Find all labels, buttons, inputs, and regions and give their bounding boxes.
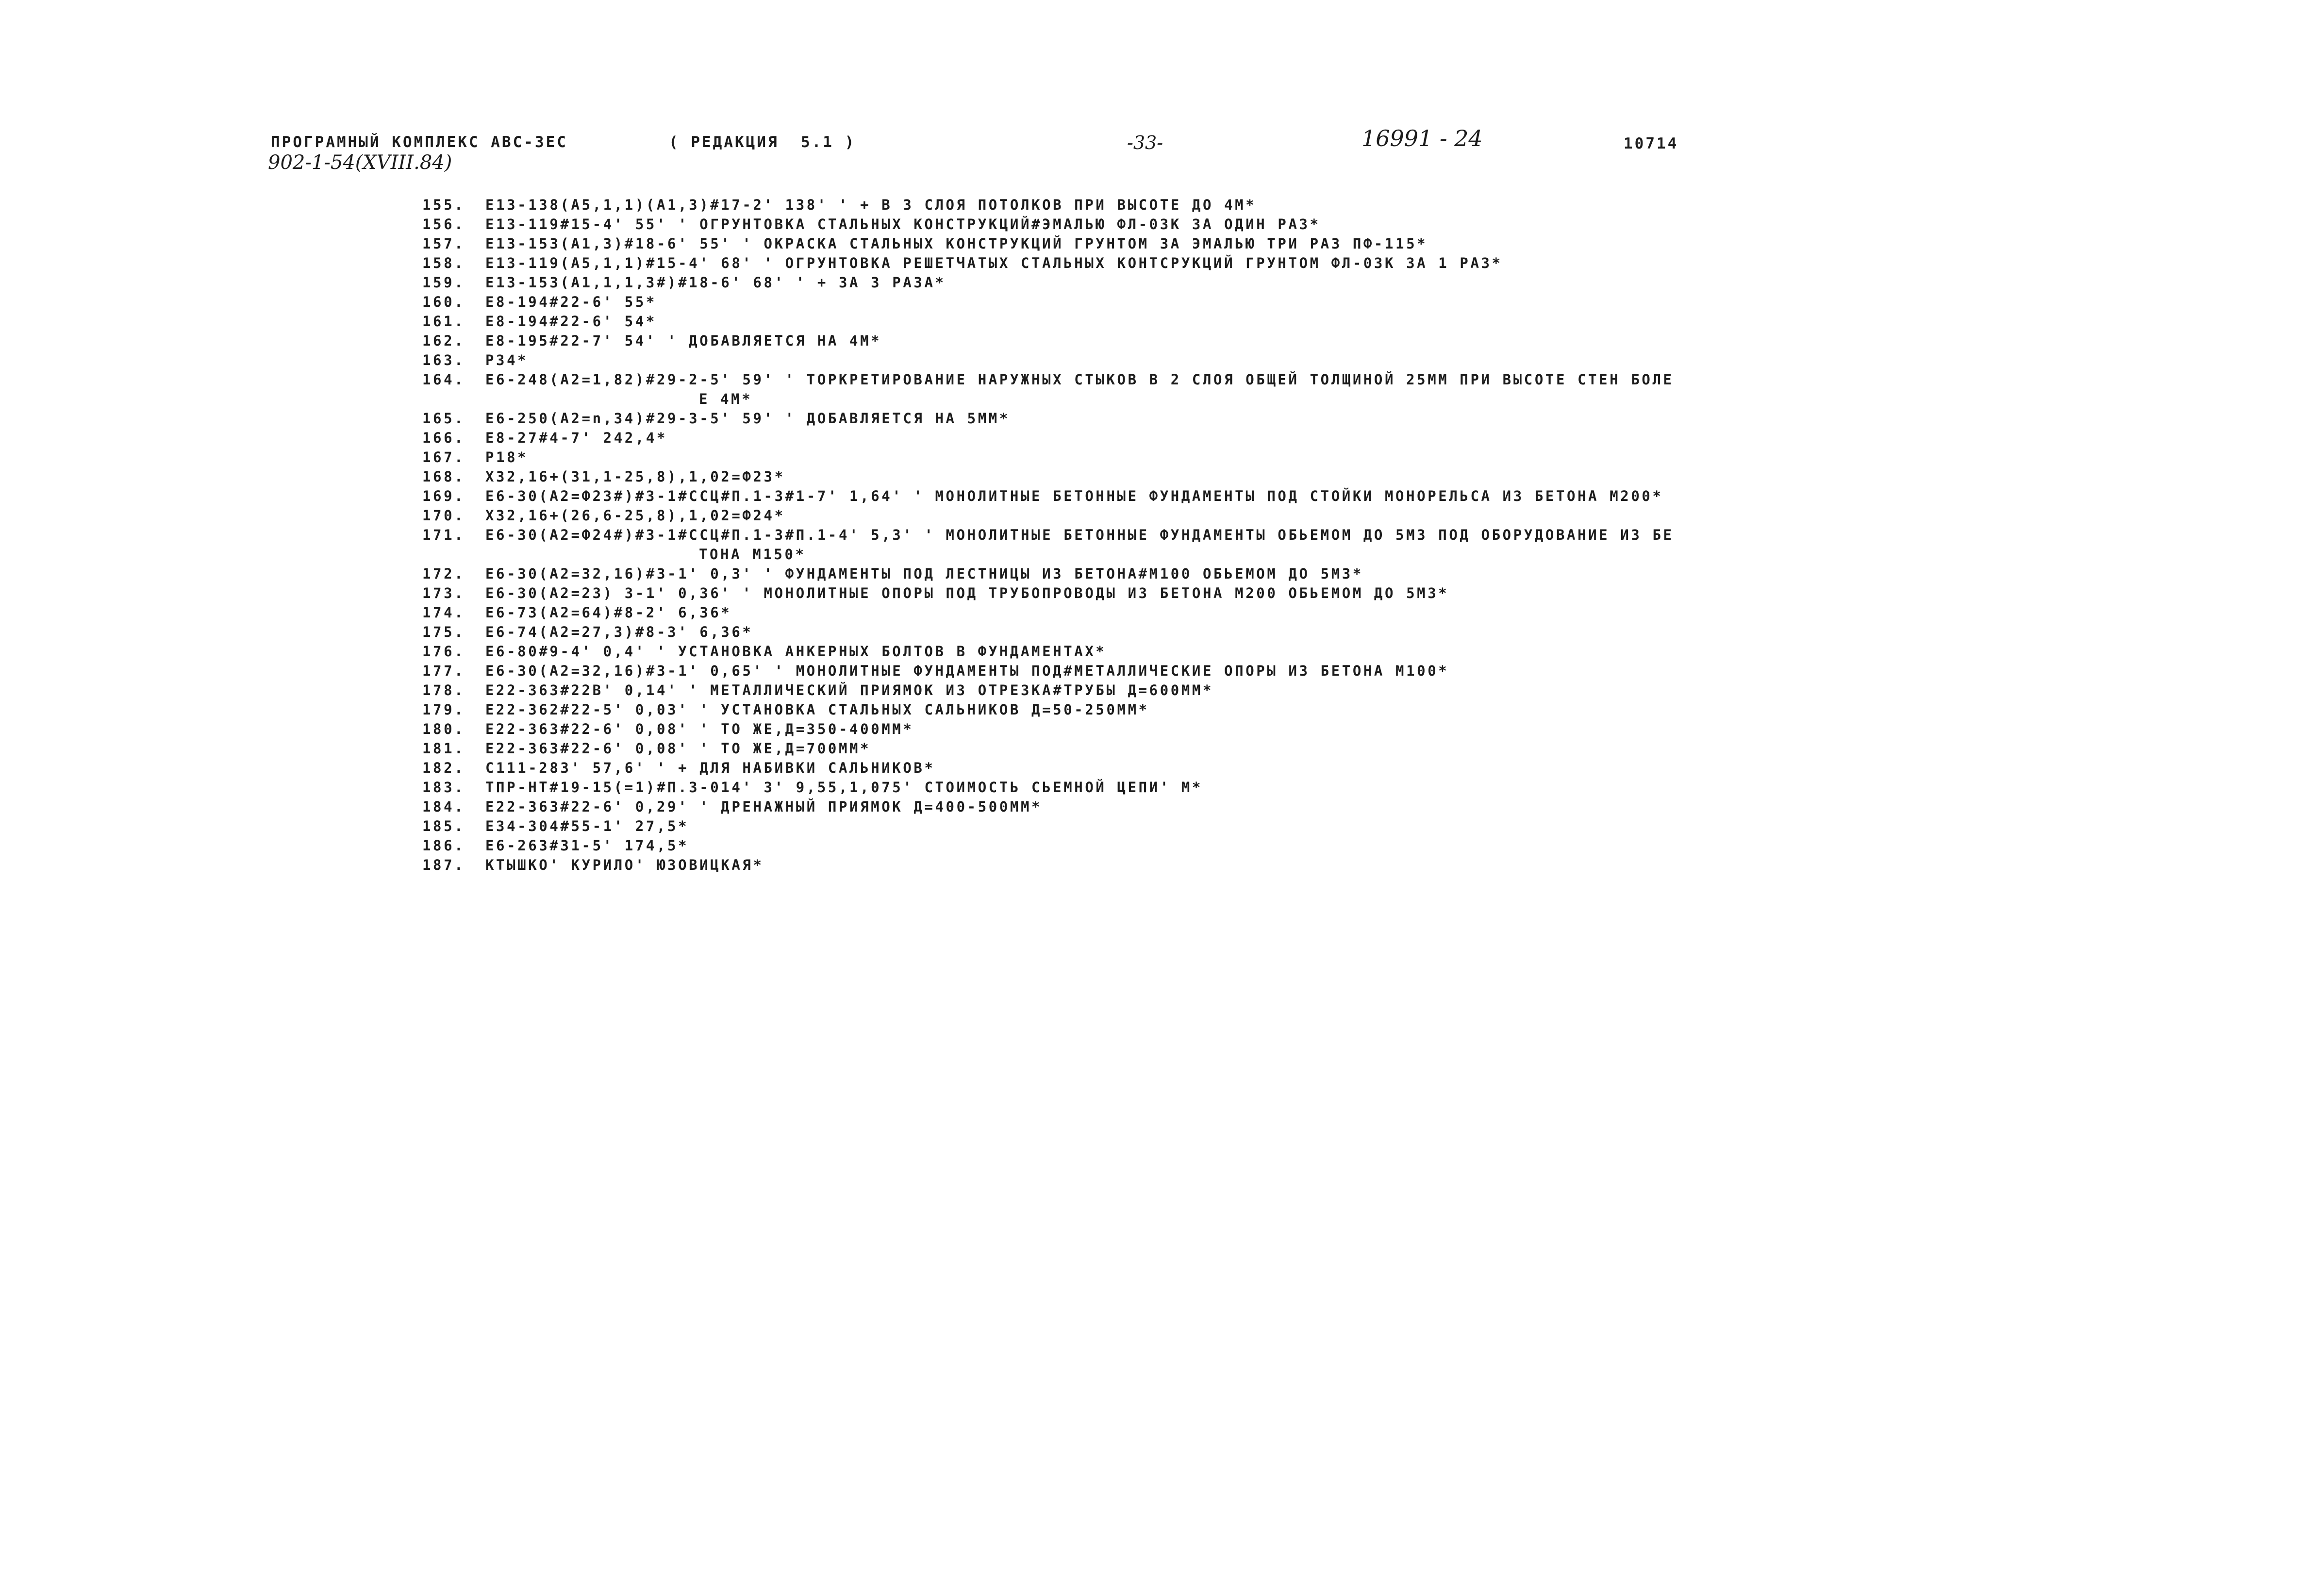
line-number: 179. bbox=[422, 701, 465, 718]
line-number: 166. bbox=[422, 430, 465, 446]
line-text-main: Е13-153(А1,3)#18-6' 55' ' ОКРАСКА СТАЛЬНЫХ КОНСТРУКЦИЙ ГРУНТОМ ЗА ЭМАЛЬЮ ТРИ РАЗ ПФ-115* bbox=[485, 235, 1428, 252]
line-text bbox=[485, 195, 2301, 215]
line-text bbox=[485, 525, 2301, 564]
line-text-main: Е8-194#22-6' 55* bbox=[485, 294, 657, 310]
line-text bbox=[485, 234, 2301, 253]
listing-line bbox=[422, 195, 2301, 215]
line-text bbox=[485, 700, 2301, 719]
line-number: 163. bbox=[422, 352, 465, 368]
line-text bbox=[485, 603, 2301, 622]
line-number: 155. bbox=[422, 197, 465, 213]
line-text-main: Е22-363#22В' 0,14' ' МЕТАЛЛИЧЕСКИЙ ПРИЯМОК ИЗ ОТРЕЗКА#ТРУБЫ Д=600ММ* bbox=[485, 682, 1214, 698]
listing-line bbox=[422, 467, 2301, 486]
line-text bbox=[485, 467, 2301, 486]
line-number: 178. bbox=[422, 682, 465, 698]
line-number: 158. bbox=[422, 255, 465, 271]
line-text-main: Е6-30(А2=32,16)#3-1' 0,65' ' МОНОЛИТНЫЕ ФУНДАМЕНТЫ ПОД#МЕТАЛЛИЧЕСКИЕ ОПОРЫ ИЗ БЕТОНА М100* bbox=[485, 663, 1449, 679]
line-text bbox=[485, 428, 2301, 448]
line-text bbox=[485, 273, 2301, 292]
listing-line bbox=[422, 719, 2301, 739]
line-text bbox=[485, 564, 2301, 583]
line-number: 181. bbox=[422, 740, 465, 757]
project-number: 902-1-54(XVIII.84) bbox=[268, 151, 452, 174]
listing-line bbox=[422, 855, 2301, 875]
document-code: 10714 bbox=[1624, 135, 1679, 152]
estimate-listing bbox=[422, 195, 2301, 875]
listing-line bbox=[422, 836, 2301, 855]
line-number: 180. bbox=[422, 721, 465, 737]
line-number: 156. bbox=[422, 216, 465, 233]
listing-line bbox=[422, 622, 2301, 642]
line-text-main: Е6-263#31-5' 174,5* bbox=[485, 837, 689, 854]
line-text bbox=[485, 758, 2301, 778]
line-text-main: Е6-30(А2=Ф24#)#3-1#ССЦ#П.1-3#П.1-4' 5,3' ' МОНОЛИТНЫЕ БЕТОННЫЕ ФУНДАМЕНТЫ ОБЬЕМОМ ДО 5М3 ПОД ОБОРУДОВАНИЕ ИЗ БЕ bbox=[485, 527, 1674, 543]
line-number: 160. bbox=[422, 294, 465, 310]
line-text-main: Е13-153(А1,1,1,3#)#18-6' 68' ' + ЗА 3 РАЗА* bbox=[485, 274, 946, 291]
listing-line bbox=[422, 525, 2301, 564]
line-text-main: Е22-363#22-6' 0,29' ' ДРЕНАЖНЫЙ ПРИЯМОК Д=400-500ММ* bbox=[485, 798, 1043, 815]
line-text bbox=[485, 681, 2301, 700]
line-text bbox=[485, 370, 2301, 409]
line-text bbox=[485, 409, 2301, 428]
line-number: 162. bbox=[422, 332, 465, 349]
listing-line bbox=[422, 428, 2301, 448]
page-number: -33- bbox=[1127, 132, 1163, 153]
line-text bbox=[485, 448, 2301, 467]
line-text bbox=[485, 215, 2301, 234]
listing-line bbox=[422, 739, 2301, 758]
line-text bbox=[485, 292, 2301, 312]
line-number: 187. bbox=[422, 857, 465, 873]
line-text bbox=[485, 486, 2301, 506]
line-text-main: КТЫШКО' КУРИЛО' ЮЗОВИЦКАЯ* bbox=[485, 857, 764, 873]
listing-line bbox=[422, 370, 2301, 409]
line-text bbox=[485, 778, 2301, 797]
listing-line bbox=[422, 681, 2301, 700]
line-text bbox=[485, 622, 2301, 642]
line-text-main: Е6-80#9-4' 0,4' ' УСТАНОВКА АНКЕРНЫХ БОЛТОВ В ФУНДАМЕНТАХ* bbox=[485, 643, 1107, 660]
line-text-continuation: Е 4М* bbox=[699, 391, 753, 407]
line-text-main: Е8-194#22-6' 54* bbox=[485, 313, 657, 330]
line-number: 164. bbox=[422, 371, 465, 388]
line-text-main: Р18* bbox=[485, 449, 529, 465]
line-text-main: Е8-27#4-7' 242,4* bbox=[485, 430, 668, 446]
listing-line bbox=[422, 758, 2301, 778]
edition-label: ( РЕДАКЦИЯ 5.1 ) bbox=[669, 133, 856, 151]
line-number: 184. bbox=[422, 798, 465, 815]
line-text bbox=[485, 350, 2301, 370]
listing-line bbox=[422, 331, 2301, 350]
line-text bbox=[485, 583, 2301, 603]
line-text-main: Е22-363#22-6' 0,08' ' ТО ЖЕ,Д=350-400ММ* bbox=[485, 721, 914, 737]
line-number: 159. bbox=[422, 274, 465, 291]
listing-line bbox=[422, 292, 2301, 312]
listing-line bbox=[422, 486, 2301, 506]
listing-line bbox=[422, 350, 2301, 370]
line-text-main: Е6-30(А2=23) 3-1' 0,36' ' МОНОЛИТНЫЕ ОПОРЫ ПОД ТРУБОПРОВОДЫ ИЗ БЕТОНА М200 ОБЬЕМОМ ДО 5М3* bbox=[485, 585, 1449, 601]
listing-line bbox=[422, 564, 2301, 583]
line-text-main: Е6-248(А2=1,82)#29-2-5' 59' ' ТОРКРЕТИРОВАНИЕ НАРУЖНЫХ СТЫКОВ В 2 СЛОЯ ОБЩЕЙ ТОЛЩИНОЙ 25ММ ПРИ ВЫСОТЕ СТЕН БОЛЕ bbox=[485, 371, 1674, 388]
line-text-main: Е22-362#22-5' 0,03' ' УСТАНОВКА СТАЛЬНЫХ САЛЬНИКОВ Д=50-250ММ* bbox=[485, 701, 1149, 718]
line-number: 171. bbox=[422, 527, 465, 543]
line-text-main: Е8-195#22-7' 54' ' ДОБАВЛЯЕТСЯ НА 4М* bbox=[485, 332, 882, 349]
line-text bbox=[485, 855, 2301, 875]
listing-line bbox=[422, 661, 2301, 681]
line-text bbox=[485, 253, 2301, 273]
line-number: 170. bbox=[422, 507, 465, 524]
line-number: 175. bbox=[422, 624, 465, 640]
line-number: 183. bbox=[422, 779, 465, 796]
line-text bbox=[485, 642, 2301, 661]
line-text-main: Е6-30(А2=32,16)#3-1' 0,3' ' ФУНДАМЕНТЫ ПОД ЛЕСТНИЦЫ ИЗ БЕТОНА#М100 ОБЬЕМОМ ДО 5М3* bbox=[485, 565, 1363, 582]
line-number: 161. bbox=[422, 313, 465, 330]
line-text-main: ТПР-НТ#19-15(=1)#П.3-014' 3' 9,55,1,075' СТОИМОСТЬ СЬЕМНОЙ ЦЕПИ' М* bbox=[485, 779, 1203, 796]
line-text-main: Х32,16+(31,1-25,8),1,02=Ф23* bbox=[485, 468, 785, 485]
line-text-main: Е22-363#22-6' 0,08' ' ТО ЖЕ,Д=700ММ* bbox=[485, 740, 871, 757]
listing-line bbox=[422, 816, 2301, 836]
listing-line bbox=[422, 234, 2301, 253]
line-number: 157. bbox=[422, 235, 465, 252]
listing-line bbox=[422, 253, 2301, 273]
listing-line bbox=[422, 215, 2301, 234]
listing-line bbox=[422, 603, 2301, 622]
listing-line bbox=[422, 448, 2301, 467]
line-text-main: Е13-119#15-4' 55' ' ОГРУНТОВКА СТАЛЬНЫХ КОНСТРУКЦИЙ#ЭМАЛЬЮ ФЛ-03К ЗА ОДИН РАЗ* bbox=[485, 216, 1321, 233]
line-text-main: Е13-138(А5,1,1)(А1,3)#17-2' 138' ' + В 3 СЛОЯ ПОТОЛКОВ ПРИ ВЫСОТЕ ДО 4М* bbox=[485, 197, 1257, 213]
listing-line bbox=[422, 700, 2301, 719]
document-number: 16991 - 24 bbox=[1361, 125, 1483, 151]
line-text bbox=[485, 661, 2301, 681]
line-number: 167. bbox=[422, 449, 465, 465]
line-text-continuation: ТОНА М150* bbox=[699, 546, 806, 563]
listing-line bbox=[422, 273, 2301, 292]
line-text bbox=[485, 816, 2301, 836]
line-number: 168. bbox=[422, 468, 465, 485]
line-number: 173. bbox=[422, 585, 465, 601]
line-text-main: Х32,16+(26,6-25,8),1,02=Ф24* bbox=[485, 507, 785, 524]
line-text bbox=[485, 739, 2301, 758]
line-number: 186. bbox=[422, 837, 465, 854]
line-number: 165. bbox=[422, 410, 465, 427]
listing-line bbox=[422, 583, 2301, 603]
line-number: 185. bbox=[422, 818, 465, 834]
line-number: 169. bbox=[422, 488, 465, 504]
line-text bbox=[485, 312, 2301, 331]
line-number: 177. bbox=[422, 663, 465, 679]
program-title: ПРОГРАМНЫЙ КОМПЛЕКС АВС-3ЕС bbox=[271, 133, 568, 151]
line-text-main: С111-283' 57,6' ' + ДЛЯ НАБИВКИ САЛЬНИКОВ* bbox=[485, 760, 935, 776]
line-text-main: Е34-304#55-1' 27,5* bbox=[485, 818, 689, 834]
listing-line bbox=[422, 506, 2301, 525]
line-text-main: Е6-74(А2=27,3)#8-3' 6,36* bbox=[485, 624, 753, 640]
line-number: 182. bbox=[422, 760, 465, 776]
line-text bbox=[485, 506, 2301, 525]
line-text bbox=[485, 797, 2301, 816]
line-number: 174. bbox=[422, 604, 465, 621]
line-text bbox=[485, 836, 2301, 855]
line-text-main: Е6-250(А2=n,34)#29-3-5' 59' ' ДОБАВЛЯЕТСЯ НА 5ММ* bbox=[485, 410, 1010, 427]
line-text-main: Е6-30(А2=Ф23#)#3-1#ССЦ#П.1-3#1-7' 1,64' ' МОНОЛИТНЫЕ БЕТОННЫЕ ФУНДАМЕНТЫ ПОД СТОЙКИ МОНОРЕЛЬСА ИЗ БЕТОНА М200* bbox=[485, 488, 1663, 504]
line-number: 172. bbox=[422, 565, 465, 582]
listing-line bbox=[422, 778, 2301, 797]
line-number: 176. bbox=[422, 643, 465, 660]
listing-line bbox=[422, 797, 2301, 816]
line-text-main: Р34* bbox=[485, 352, 529, 368]
line-text-main: Е13-119(А5,1,1)#15-4' 68' ' ОГРУНТОВКА РЕШЕТЧАТЫХ СТАЛЬНЫХ КОНТСРУКЦИЙ ГРУНТОМ ФЛ-03К ЗА 1 РАЗ* bbox=[485, 255, 1503, 271]
listing-line bbox=[422, 409, 2301, 428]
line-text-main: Е6-73(А2=64)#8-2' 6,36* bbox=[485, 604, 732, 621]
line-text bbox=[485, 719, 2301, 739]
listing-line bbox=[422, 642, 2301, 661]
listing-line bbox=[422, 312, 2301, 331]
line-text bbox=[485, 331, 2301, 350]
